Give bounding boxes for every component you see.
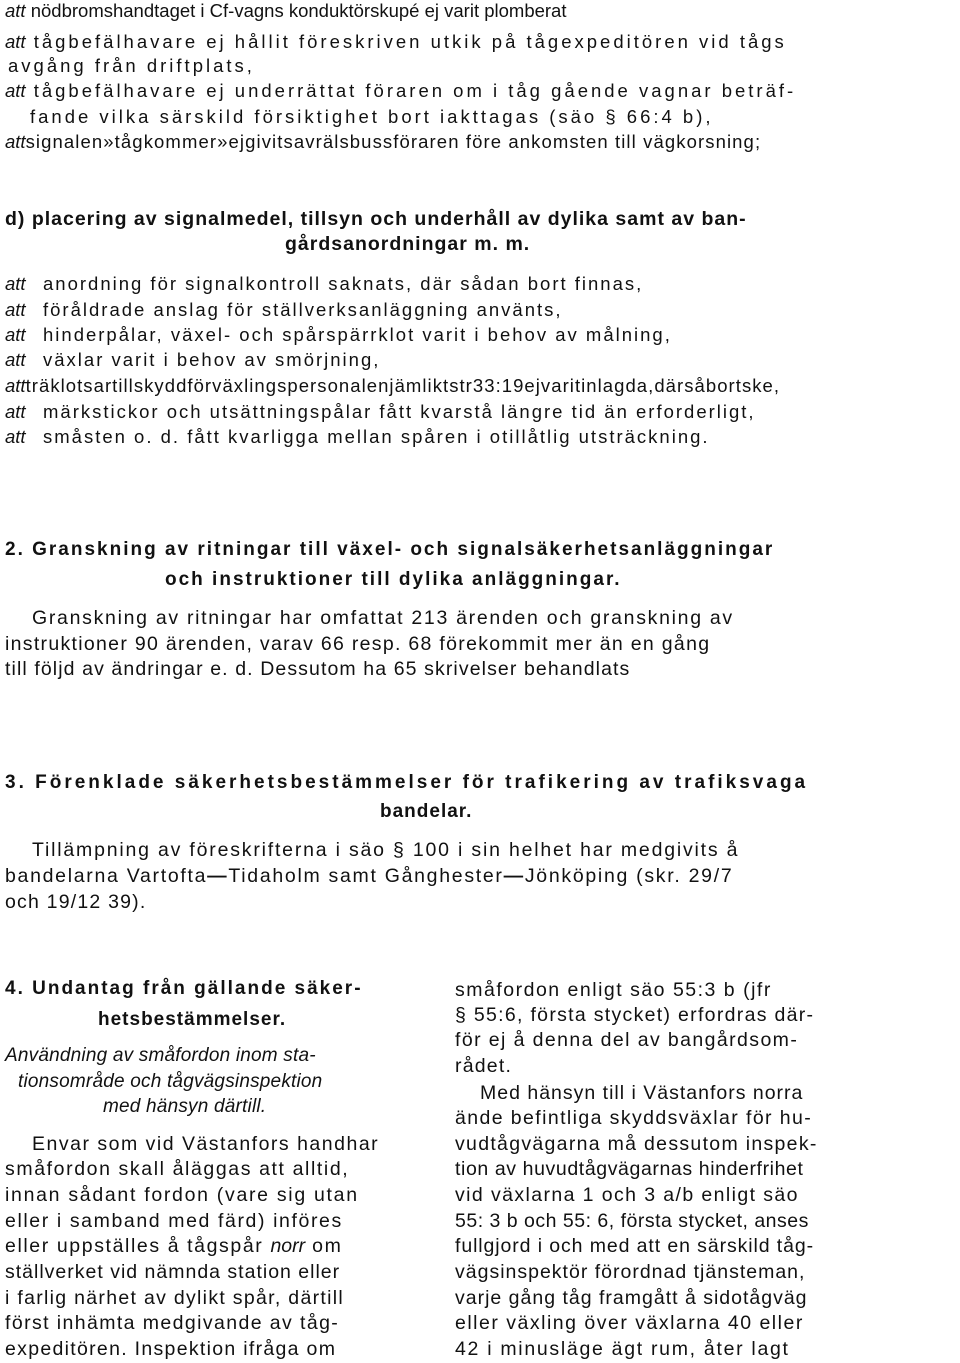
list-text: tågbefälhavare ej underrättat föraren om i tåg gående vagnar beträf-	[33, 80, 797, 101]
list-item	[5, 401, 756, 423]
paragraph-line: instruktioner 90 ärenden, varav 66 resp. 68 förekommit mer än en gång	[5, 633, 711, 655]
list-marker: att	[5, 349, 26, 370]
section-heading: 4. Undantag från gällande säker-	[5, 978, 363, 999]
paragraph-line: expeditören. Inspektion ifråga om	[5, 1338, 337, 1360]
paragraph-line: § 55:6, första stycket) erfordras där-	[455, 1004, 815, 1026]
paragraph-line: Tillämpning av föreskrifterna i säo § 100 i sin helhet har medgivits å	[32, 839, 740, 861]
paragraph-line: eller växling över växlarna 40 eller	[455, 1312, 804, 1334]
paragraph-line: först inhämta medgivande av tåg-	[5, 1312, 340, 1334]
list-item	[5, 375, 780, 397]
em-dash: —	[503, 865, 525, 887]
list-marker: att	[5, 131, 26, 152]
em-dash: —	[207, 865, 229, 887]
section-heading-continued: hetsbestämmelser.	[98, 1009, 287, 1030]
list-text: hinderpålar, växel- och spårspärrklot varit i behov av målning,	[43, 324, 672, 345]
list-marker: att	[5, 375, 26, 396]
emphasis-word: norr	[270, 1235, 306, 1257]
paragraph-line: till följd av ändringar e. d. Dessutom ha 65 skrivelser behandlats	[5, 658, 631, 680]
section-heading-continued: bandelar.	[380, 801, 473, 822]
list-item	[5, 324, 672, 346]
paragraph-line: eller i samband med färd) införes	[5, 1210, 343, 1232]
paragraph-line: Envar som vid Västanfors handhar	[32, 1133, 380, 1155]
list-item	[8, 55, 255, 77]
list-marker: att	[5, 299, 26, 320]
list-text: småsten o. d. fått kvarligga mellan spåren i otillåtlig utsträckning.	[43, 426, 710, 447]
list-marker: att	[5, 80, 26, 101]
list-item	[5, 131, 761, 153]
route-text: Jönköping (skr. 29/7	[524, 865, 734, 887]
paragraph-line: varje gång tåg framgått å sidotågväg	[455, 1287, 808, 1309]
list-item	[30, 106, 714, 128]
list-marker: att	[5, 426, 26, 447]
list-text: avgång från driftplats,	[8, 55, 255, 76]
list-marker: att	[5, 401, 26, 422]
paragraph-line: rådet.	[455, 1055, 513, 1077]
list-text: signalen»tågkommer»ejgivitsavrälsbussföraren före ankomsten till vägkorsning;	[25, 131, 762, 152]
paragraph-line	[5, 865, 733, 887]
paragraph-line: och 19/12 39).	[5, 891, 147, 913]
list-item	[5, 31, 787, 53]
paragraph-line: 42 i minusläge ägt rum, åter lagt	[455, 1338, 790, 1360]
route-text: Tidaholm samt Gånghester	[228, 865, 504, 887]
list-text: träklotsartillskyddförväxlingspersonalenjämliktstr33:19ejvaritinlagda,därsåbortske,	[25, 375, 781, 396]
paragraph-line: vid växlarna 1 och 3 a/b enligt säo	[455, 1184, 799, 1206]
subheading-line: tionsområde och tågvägsinspektion	[18, 1071, 323, 1092]
section-heading: 2. Granskning av ritningar till växel- och signalsäkerhetsanläggningar	[5, 539, 775, 560]
text-run: eller uppställes å tågspår	[5, 1235, 264, 1257]
list-marker: att	[5, 0, 26, 21]
paragraph-line: ställverket vid nämnda station eller	[5, 1261, 341, 1283]
paragraph-line: fullgjord i och med att en särskild tåg-	[455, 1235, 814, 1257]
paragraph-line: ände befintliga skyddsväxlar för hu-	[455, 1107, 813, 1129]
list-text: fande vilka särskild försiktighet bort iakttagas (säo § 66:4 b),	[30, 106, 714, 127]
paragraph-line: i farlig närhet av dylikt spår, därtill	[5, 1287, 344, 1309]
list-text: föråldrade anslag för ställverksanläggning använts,	[43, 299, 563, 320]
section-heading-continued: och instruktioner till dylika anläggningar.	[165, 569, 622, 590]
paragraph-line: för ej å denna del av bangårdsom-	[455, 1029, 799, 1051]
list-text: växlar varit i behov av smörjning,	[43, 349, 381, 370]
paragraph-line: Granskning av ritningar har omfattat 213 ärenden och granskning av	[32, 607, 734, 629]
section-heading: 3. Förenklade säkerhetsbestämmelser för trafikering av trafiksvaga	[5, 772, 809, 793]
paragraph-line: småfordon skall åläggas att alltid,	[5, 1158, 350, 1180]
list-item	[5, 273, 643, 295]
list-text: tågbefälhavare ej hållit föreskriven utkik på tågexpeditören vid tågs	[33, 31, 787, 52]
section-heading: d) placering av signalmedel, tillsyn och underhåll av dylika samt av ban-	[5, 208, 747, 230]
list-item	[5, 80, 796, 102]
list-marker: att	[5, 324, 26, 345]
paragraph-line: tion av huvudtågvägarnas hinderfrihet	[455, 1158, 804, 1180]
paragraph-line: vudtågvägarna må dessutom inspek-	[455, 1133, 818, 1155]
text-run: om	[312, 1235, 343, 1257]
list-text: anordning för signalkontroll saknats, där sådan bort finnas,	[43, 273, 644, 294]
route-text: bandelarna Vartofta	[5, 865, 208, 887]
list-item	[5, 0, 567, 22]
list-item	[5, 299, 563, 321]
subheading-line: Användning av småfordon inom sta-	[5, 1045, 316, 1066]
subheading-line: med hänsyn därtill.	[103, 1096, 267, 1117]
list-marker: att	[5, 31, 26, 52]
list-item	[5, 349, 380, 371]
paragraph-line: småfordon enligt säo 55:3 b (jfr	[455, 979, 772, 1001]
paragraph-line: vägsinspektör förordnad tjänsteman,	[455, 1261, 806, 1283]
list-text: märkstickor och utsättningspålar fått kvarstå längre tid än erforderligt,	[43, 401, 756, 422]
paragraph-line: 55: 3 b och 55: 6, första stycket, anses	[455, 1210, 809, 1232]
paragraph-line	[5, 1235, 342, 1257]
list-text: nödbromshandtaget i Cf-vagns konduktörskupé ej varit plomberat	[30, 0, 567, 21]
list-item	[5, 426, 710, 448]
paragraph-line: Med hänsyn till i Västanfors norra	[480, 1082, 804, 1104]
paragraph-line: innan sådant fordon (vare sig utan	[5, 1184, 359, 1206]
section-heading-continued: gårdsanordningar m. m.	[285, 233, 531, 255]
list-marker: att	[5, 273, 26, 294]
